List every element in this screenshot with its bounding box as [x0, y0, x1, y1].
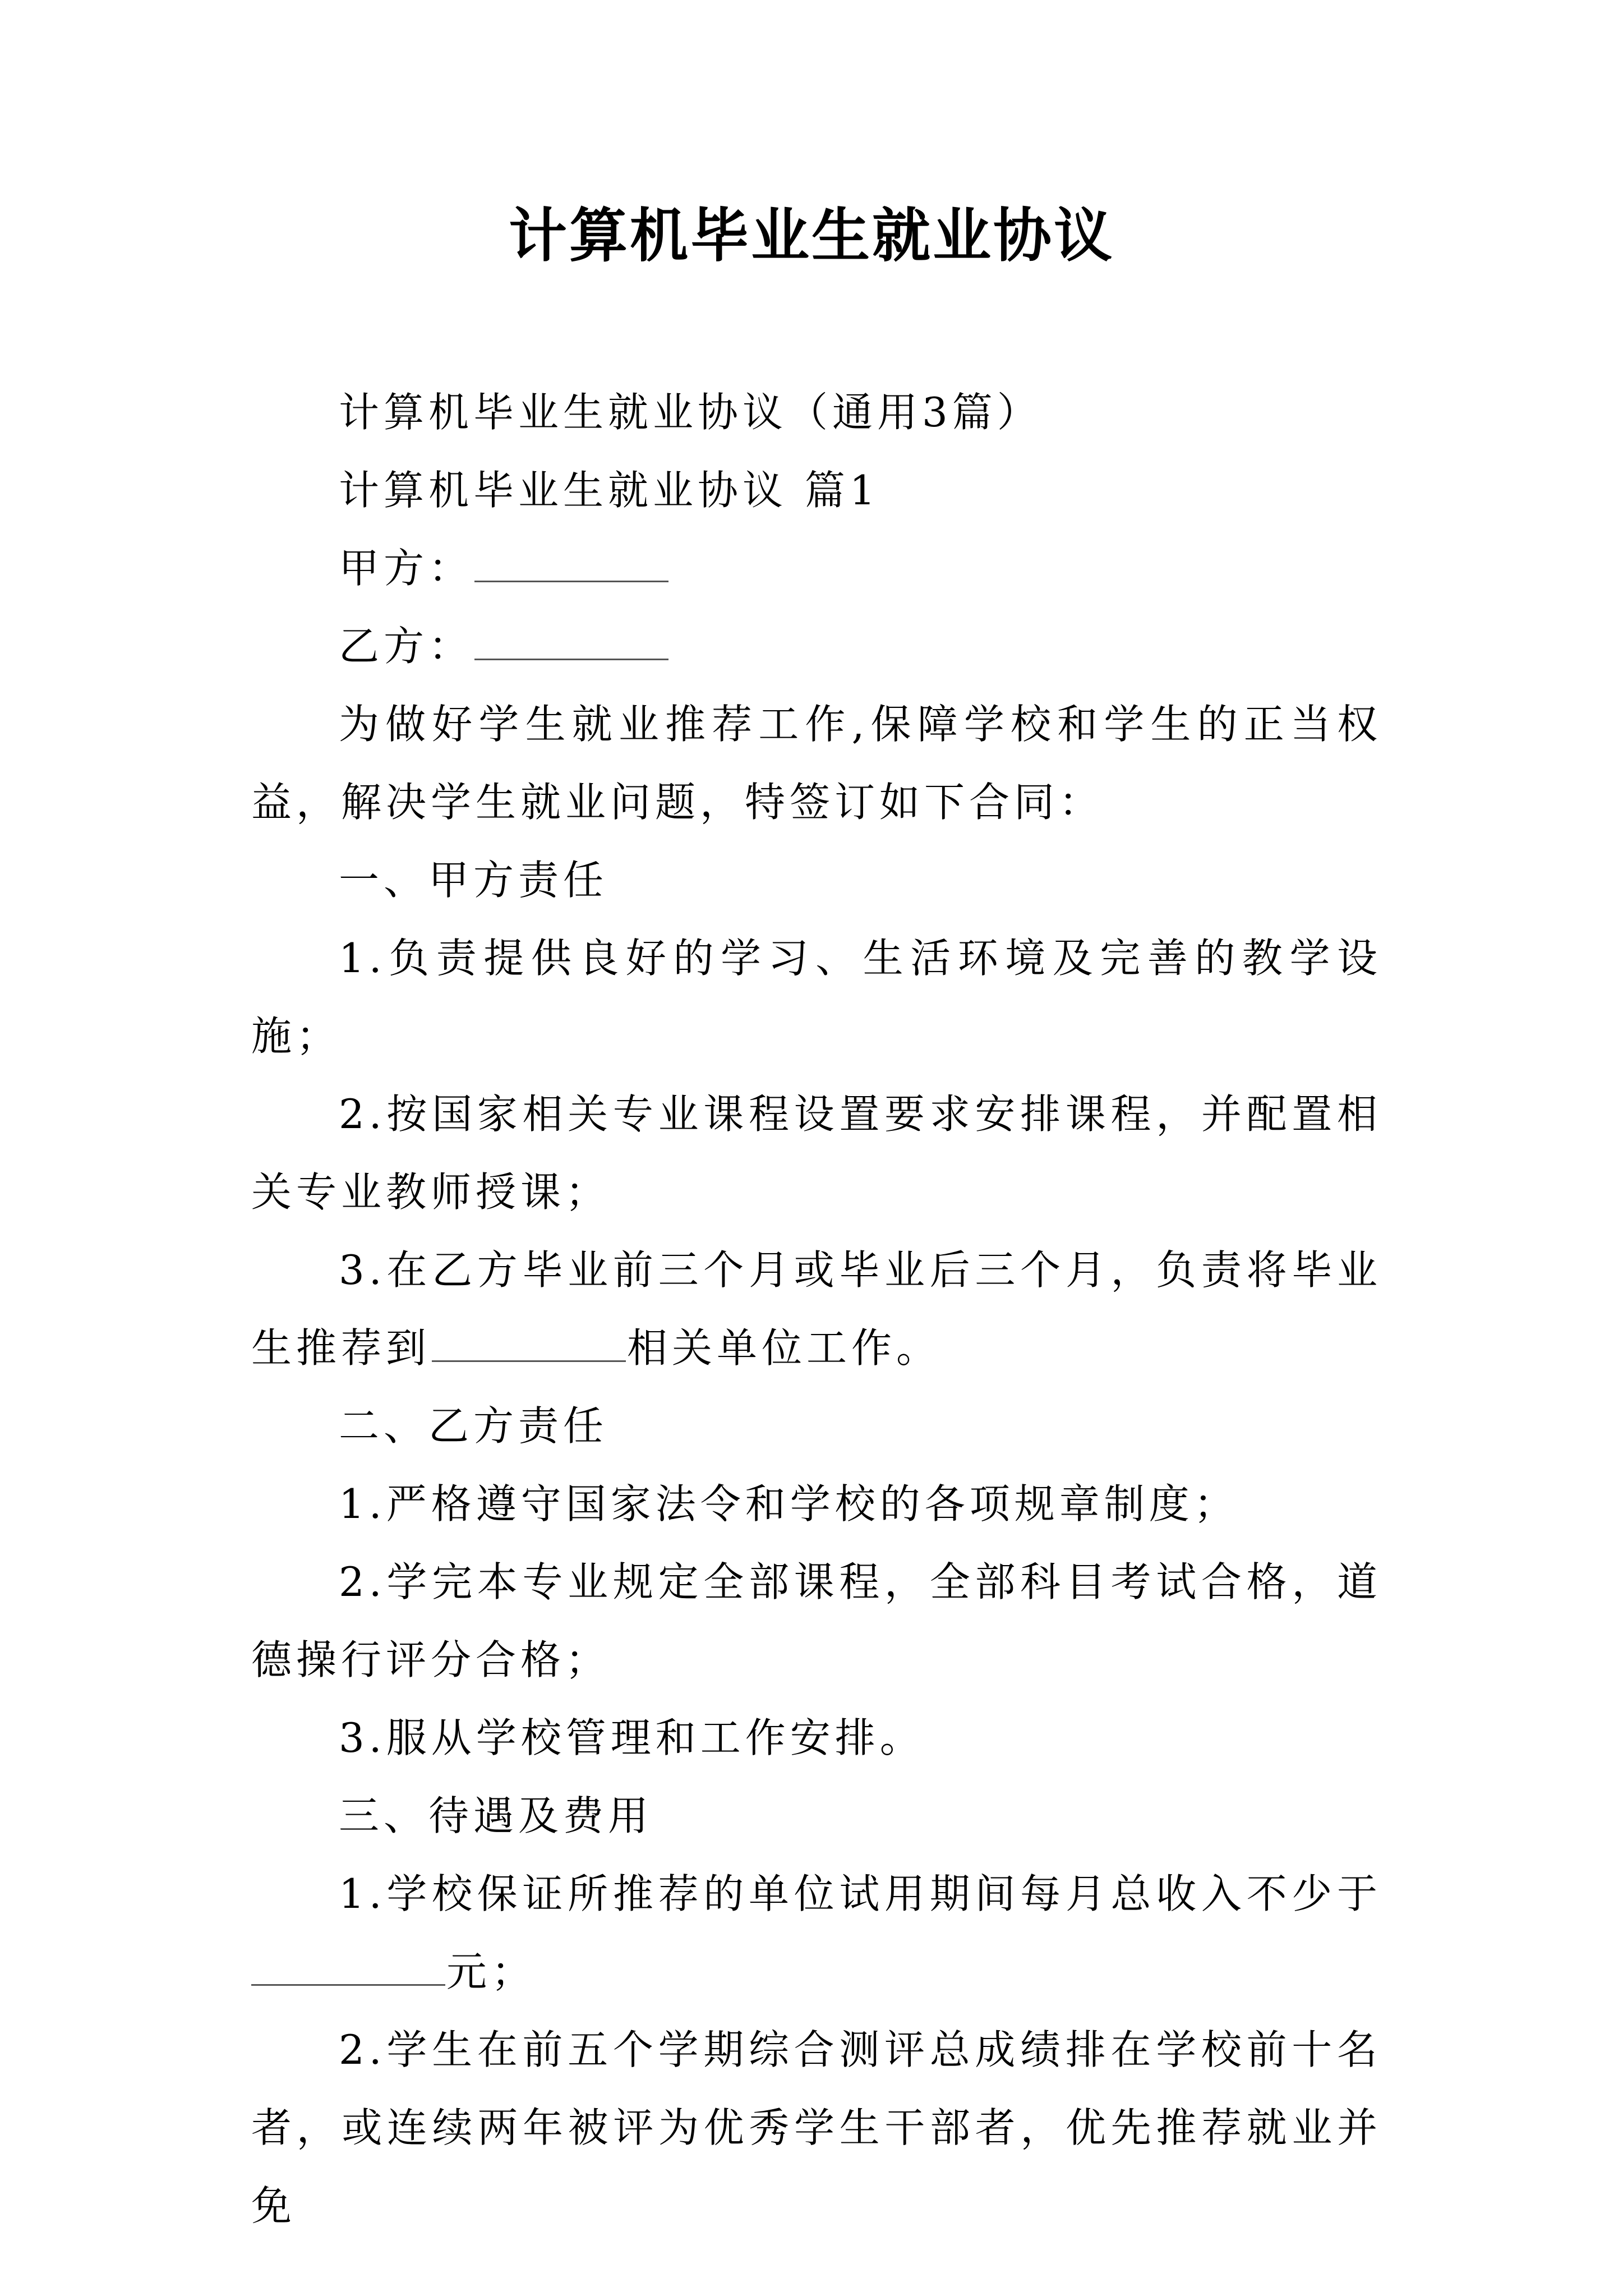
section-heading: 计算机毕业生就业协议 篇1 [339, 467, 880, 514]
part1-heading: 一、甲方责任 [339, 857, 608, 904]
part3-item-1-text-after: 元； [446, 1948, 537, 1995]
party-b-blank [474, 618, 668, 660]
part2-item-2: 2.学完本专业规定全部课程，全部科目考试合格，道德操行评分合格； [251, 1558, 1382, 1683]
part1-item-2: 2.按国家相关专业课程设置要求安排课程，并配置相关专业教师授课； [251, 1091, 1382, 1216]
part3-heading: 三、待遇及费用 [339, 1792, 653, 1839]
recommend-unit-blank [432, 1320, 626, 1362]
part3-item-2: 2.学生在前五个学期综合测评总成绩排在学校前十名者，或连续两年被评为优秀学生干部者，优先推荐就业并免 [251, 2026, 1382, 2229]
part1-item-3-text-before: 3.在乙方毕业前三个月或毕业后三个月，负责将毕业生推荐到 [251, 1246, 1382, 1372]
part2-heading: 二、乙方责任 [339, 1402, 608, 1450]
income-amount-blank [251, 1944, 445, 1986]
part2-item-1: 1.严格遵守国家法令和学校的各项规章制度； [339, 1480, 1239, 1527]
part3-item-1-text-before: 1.学校保证所推荐的单位试用期间每月总收入不少于 [339, 1870, 1382, 1917]
party-a-label: 甲方： [339, 545, 474, 592]
party-b-label: 乙方： [339, 623, 474, 670]
party-a-line [251, 530, 1382, 608]
party-b-line [251, 608, 1382, 685]
subtitle-line: 计算机毕业生就业协议（通用3篇） [339, 389, 1042, 436]
intro-paragraph: 为做好学生就业推荐工作,保障学校和学生的正当权益，解决学生就业问题，特签订如下合同： [251, 701, 1382, 826]
document-title: 计算机毕业生就业协议 [508, 201, 1114, 270]
party-a-blank [474, 540, 668, 582]
part1-item-3 [251, 1231, 1382, 1387]
part3-item-1 [251, 1855, 1382, 2011]
part1-item-1: 1.负责提供良好的学习、生活环境及完善的教学设施； [251, 935, 1382, 1060]
part2-item-3: 3.服从学校管理和工作安排。 [339, 1714, 925, 1761]
part1-item-3-text-after: 相关单位工作。 [627, 1324, 942, 1372]
document-body [251, 374, 1382, 2245]
